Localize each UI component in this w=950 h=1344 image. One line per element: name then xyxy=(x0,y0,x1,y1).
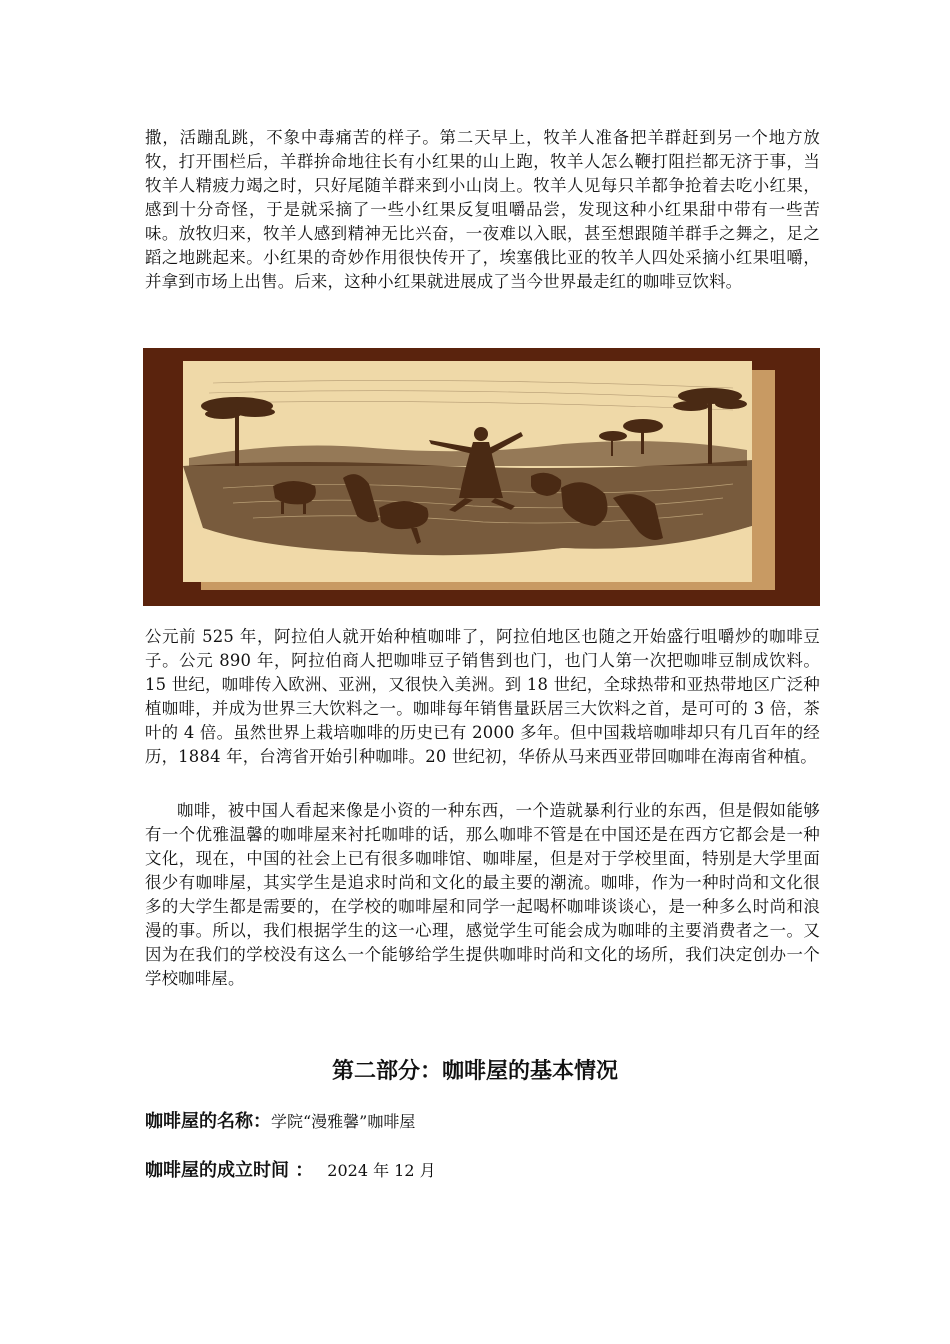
paragraph-shepherd-story: 撒，活蹦乱跳，不象中毒痛苦的样子。第二天早上，牧羊人准备把羊群赶到另一个地方放牧，打开围栏后，羊群拚命地往长有小红果的山上跑，牧羊人怎么鞭打阻拦都无济于事，当牧羊人精疲力竭之时，只好尾随羊群来到小山岗上。牧羊人见每只羊都争抢着去吃小红果，感到十分奇怪，于是就采摘了一些小红果反复咀嚼品尝，发现这种小红果甜中带有一些苦味。放牧归来，牧羊人感到精神无比兴奋，一夜难以入眠，甚至想跟随羊群手之舞之，足之蹈之地跳起来。小红果的奇妙作用很快传开了，埃塞俄比亚的牧羊人四处采摘小红果咀嚼，并拿到市场上出售。后来，这种小红果就进展成了当今世界最走红的咖啡豆饮料。 xyxy=(145,128,820,291)
paragraph-coffee-history: 公元前 525 年，阿拉伯人就开始种植咖啡了，阿拉伯地区也随之开始盛行咀嚼炒的咖啡豆子。公元 890 年，阿拉伯商人把咖啡豆子销售到也门，也门人第一次把咖啡豆制成饮料。15 世纪，咖啡传入欧洲、亚洲，又很快入美洲。到 18 世纪，全球热带和亚热带地区广泛种植咖啡，并成为世界三大饮料之一。咖啡每年销售量跃居三大饮料之首，是可可的 3 倍，茶叶的 4 倍。虽然世界上栽培咖啡的历史已有 2000 多年。但中国栽培咖啡却只有几百年的经历，1884 年，台湾省开始引种咖啡。20 世纪初，华侨从马来西亚带回咖啡在海南省种植。 xyxy=(145,627,820,766)
cafe-name-row xyxy=(145,1108,415,1136)
cafe-founding-date-label: 咖啡屋的成立时间 ： xyxy=(145,1160,314,1181)
cafe-founding-date-value: 2024 年 12 月 xyxy=(327,1161,436,1180)
section-title: 第二部分：咖啡屋的基本情况 xyxy=(331,1059,618,1084)
cafe-name-label: 咖啡屋的名称： xyxy=(145,1111,271,1132)
cafe-name-value: 学院“漫雅馨”咖啡屋 xyxy=(271,1112,416,1131)
paragraph-coffee-culture: 咖啡，被中国人看起来像是小资的一种东西，一个造就暴利行业的东西，但是假如能够有一个优雅温馨的咖啡屋来衬托咖啡的话，那么咖啡不管是在中国还是在西方它都会是一种文化，现在，中国的社会上已有很多咖啡馆、咖啡屋，但是对于学校里面，特别是大学里面很少有咖啡屋，其实学生是追求时尚和文化的最主要的潮流。咖啡，作为一种时尚和文化很多的大学生都是需要的，在学校的咖啡屋和同学一起喝杯咖啡谈谈心，是一种多么时尚和浪漫的事。所以，我们根据学生的这一心理，感觉学生可能会成为咖啡的主要消费者之一。又因为在我们的学校没有这么一个能够给学生提供咖啡时尚和文化的场所，我们决定创办一个学校咖啡屋。 xyxy=(145,801,820,988)
goat-herder-illustration xyxy=(143,348,820,606)
illustration-svg xyxy=(143,348,820,606)
cafe-founding-date-row xyxy=(145,1157,436,1185)
